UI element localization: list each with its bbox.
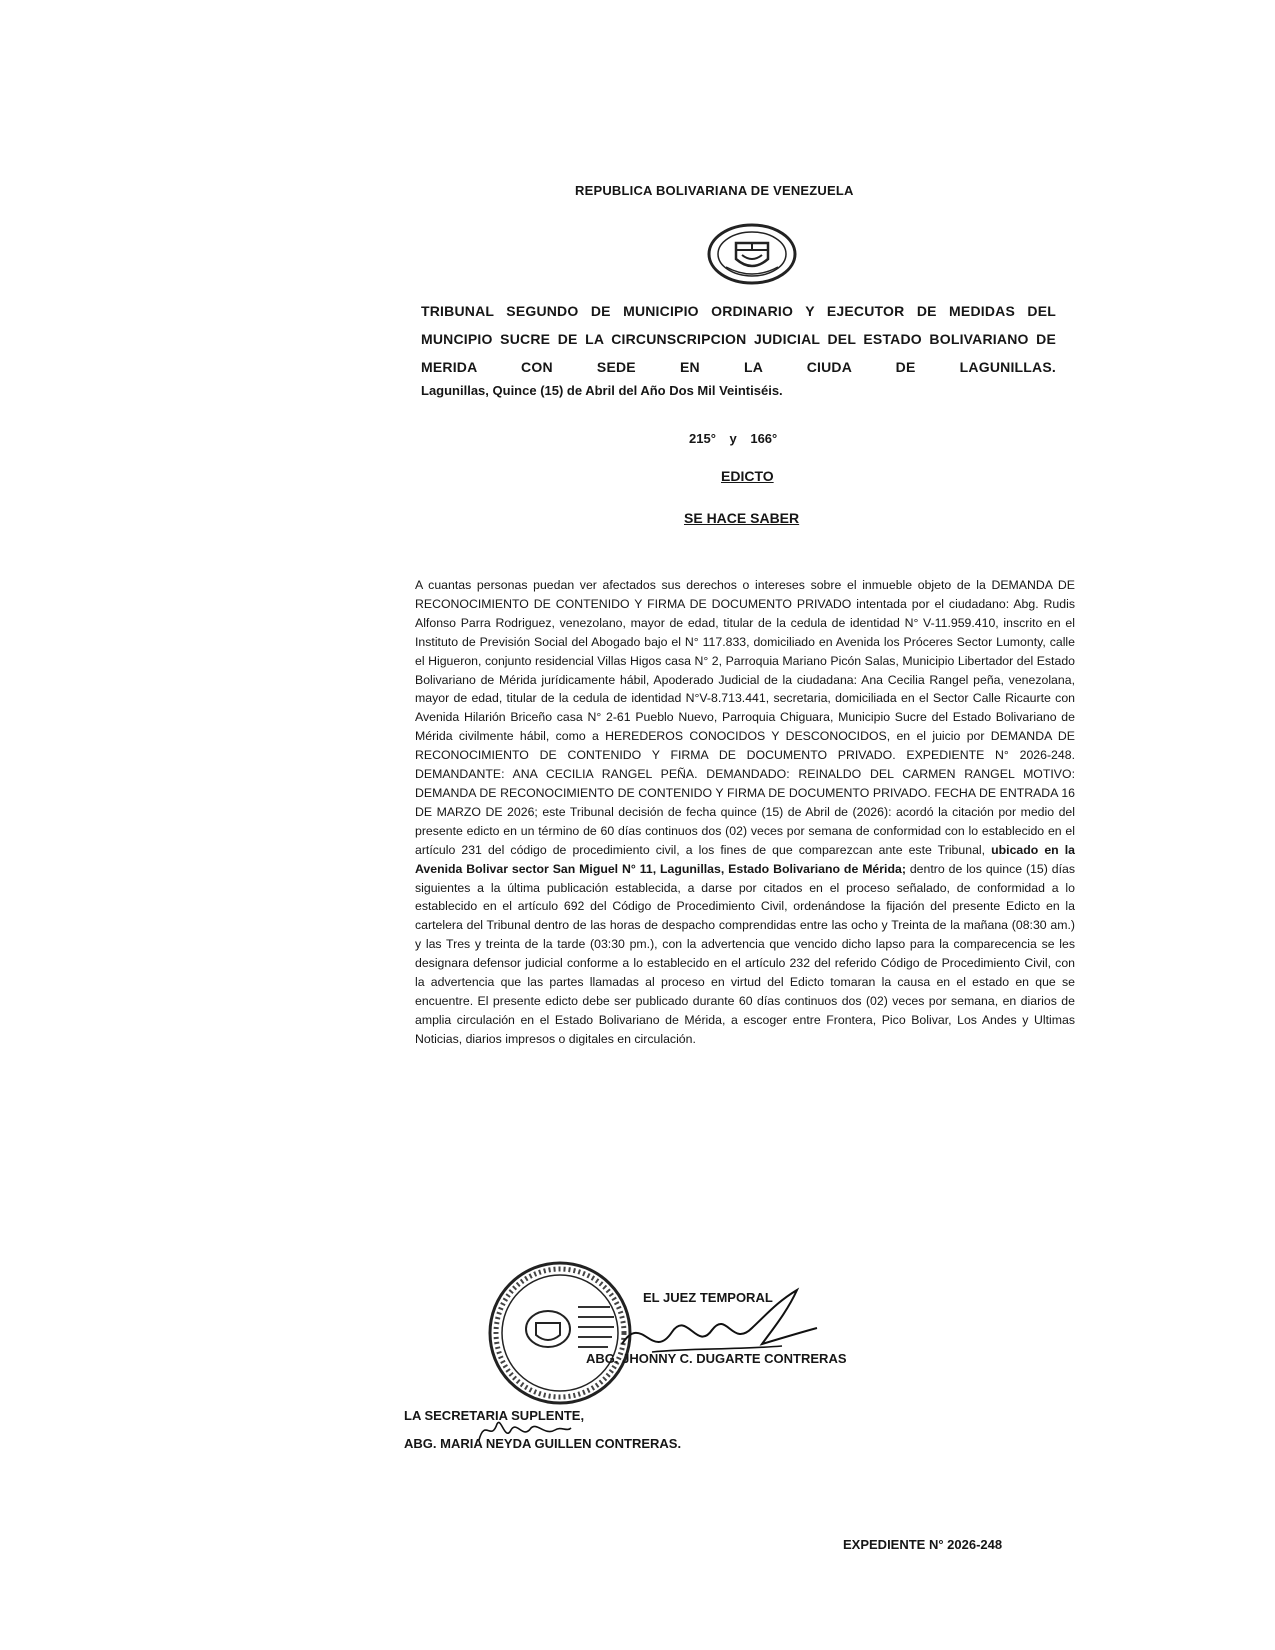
edict-body-part-2: dentro de los quince (15) días siguientes a la última publicación establecida, a darse por citados en el proceso señalado, de conformidad a lo establecido en el artículo 692 del Código de Procedimiento Civil, ordenándose la fijación del presente Edicto en la cartelera del Tribunal dentro de las horas de despacho comprendidas entre las ocho y Treinta de la mañana (08:30 am.) y las Tres y treinta de la tarde (03:30 pm.), con la advertencia que vencido dicho lapso para la comparecencia se les designara defensor judicial conforme a lo establecido en el artículo 232 del referido Código de Procedimiento Civil, con la advertencia que las partes llamadas al proceso en virtud del Edicto tomaran la causa en el estado en que se encuentre. El presente edicto debe ser publicado durante 60 días continuos dos (02) veces por semana, en diarios de amplia circulación en el Estado Bolivariano de Mérida, a escoger entre Frontera, Pico Bolivar, Los Andes y Ultimas Noticias, diarios impresos o digitales en circulación.	[415, 861, 1075, 1046]
place-date: Lagunillas, Quince (15) de Abril del Año Dos Mil Veintiséis.	[421, 383, 783, 398]
secretary-name: ABG. MARIA NEYDA GUILLEN CONTRERAS.	[404, 1436, 682, 1451]
coat-of-arms-icon	[706, 223, 798, 285]
judge-name: ABG. JHONNY C. DUGARTE CONTRERAS	[586, 1351, 847, 1366]
year-reference: 215° y 166°	[689, 431, 778, 446]
judge-title: EL JUEZ TEMPORAL	[643, 1290, 773, 1305]
court-address: ubicado en la Avenida Bolivar sector San Miguel N° 11, Lagunillas, Estado Bolivariano de Mérida;	[415, 842, 1075, 876]
republic-heading: REPUBLICA BOLIVARIANA DE VENEZUELA	[575, 183, 854, 198]
judge-signature-icon	[612, 1282, 822, 1372]
footer-expediente: EXPEDIENTE N° 2026-248	[843, 1537, 1003, 1552]
secretary-title: LA SECRETARIA SUPLENTE,	[404, 1408, 585, 1423]
document-subtitle: SE HACE SABER	[684, 510, 800, 526]
court-name: TRIBUNAL SEGUNDO DE MUNICIPIO ORDINARIO Y EJECUTOR DE MEDIDAS DEL MUNCIPIO SUCRE DE LA CIRCUNSCRIPCION JUDICIAL DEL ESTADO BOLIVARIANO DE MERIDA CON SEDE EN LA CIUDA DE LAGUNILLAS.	[421, 303, 1056, 375]
secretary-signature-icon	[475, 1412, 575, 1448]
edict-body-part-1: A cuantas personas puedan ver afectados sus derechos o intereses sobre el inmueble objeto de la DEMANDA DE RECONOCIMIENTO DE CONTENIDO Y FIRMA DE DOCUMENTO PRIVADO intentada por el ciudadano: Abg. Rudis Alfonso Parra Rodriguez, venezolano, mayor de edad, titular de la cedula de identidad N° V-11.959.410, inscrito en el Instituto de Previsión Social del Abogado bajo el N° 117.833, domiciliado en Avenida los Próceres Sector Lumonty, calle el Higueron, conjunto residencial Villas Higos casa N° 2, Parroquia Mariano Picón Salas, Municipio Libertador del Estado Bolivariano de Mérida jurídicamente hábil, Apoderado Judicial de la ciudadana: Ana Cecilia Rangel peña, venezolana, mayor de edad, titular de la cedula de identidad N°V-8.713.441, secretaria, domiciliada en el Sector Calle Ricaurte con Avenida Hilarión Briceño casa N° 2-61 Pueblo Nuevo, Parroquia Chiguara, Municipio Sucre del Estado Bolivariano de Mérida civilmente hábil, como a HEREDEROS CONOCIDOS Y DESCONOCIDOS, en el juicio por DEMANDA DE RECONOCIMIENTO DE CONTENIDO Y FIRMA DE DOCUMENTO PRIVADO. EXPEDIENTE N° 2026-248. DEMANDANTE: ANA CECILIA RANGEL PEÑA. DEMANDADO: REINALDO DEL CARMEN RANGEL MOTIVO: DEMANDA DE RECONOCIMIENTO DE CONTENIDO Y FIRMA DE DOCUMENTO PRIVADO. FECHA DE ENTRADA 16 DE MARZO DE 2026; este Tribunal decisión de fecha quince (15) de Abril de (2026): acordó la citación por medio del presente edicto en un término de 60 días continuos dos (02) veces por semana de conformidad con lo establecido en el artículo 231 del código de procedimiento civil, a los fines de que comparezcan ante este Tribunal,	[415, 578, 1075, 857]
document-title: EDICTO	[721, 468, 774, 484]
edict-body	[415, 576, 1075, 1049]
